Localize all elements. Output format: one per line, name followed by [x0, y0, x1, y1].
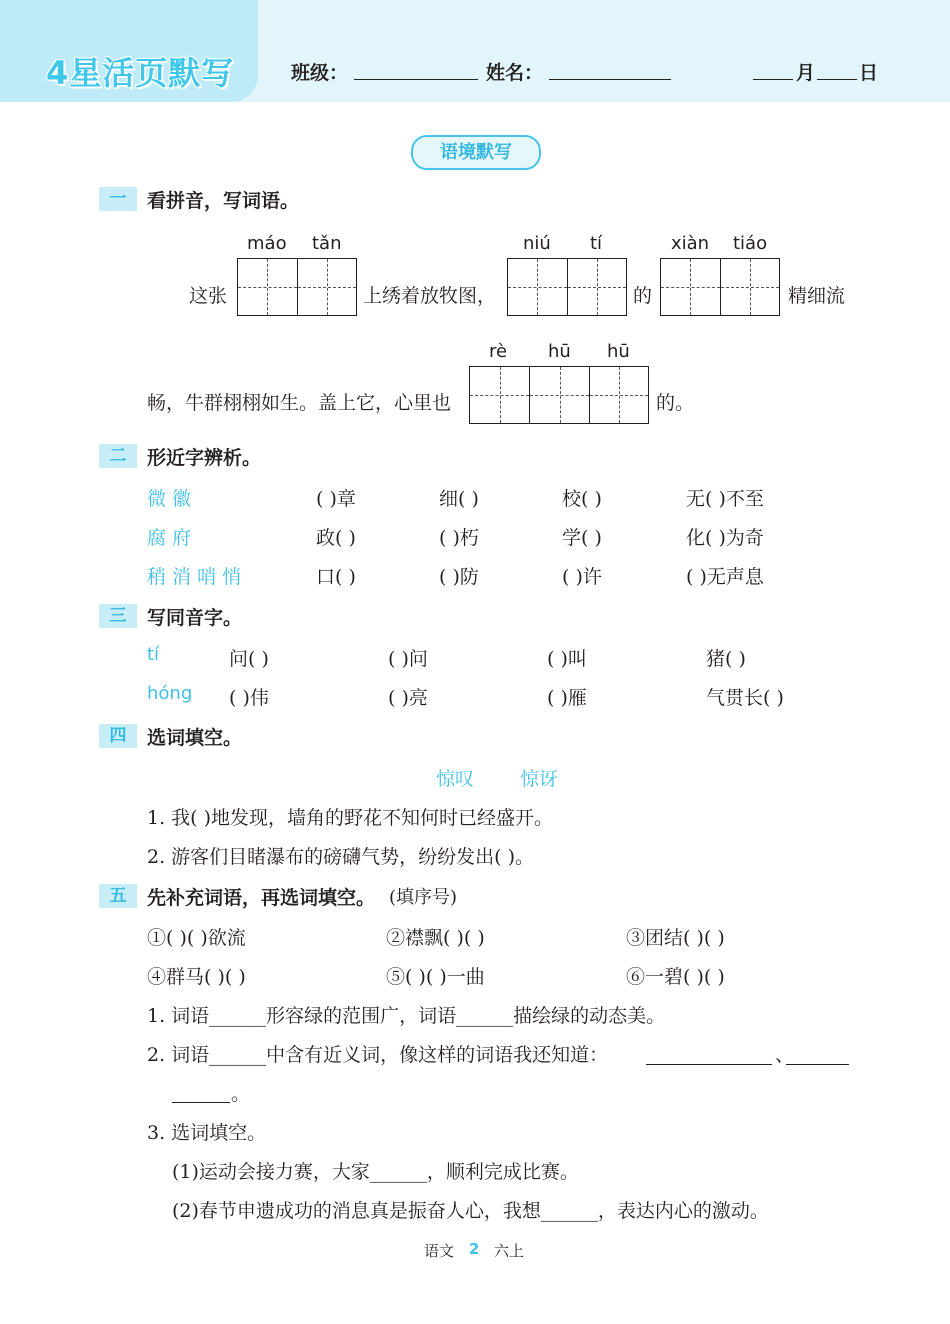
- fill-item: 化( )为奇: [686, 527, 764, 549]
- fill-item: ( )无声息: [686, 566, 764, 588]
- fill-item: ( )许: [562, 566, 602, 588]
- section-title-2: 形近字辨析。: [147, 447, 262, 469]
- fill-item: ( )防: [439, 566, 479, 588]
- homophone-pinyin-2: hóng: [147, 683, 193, 704]
- idiom-item: ①( )( )欲流: [147, 927, 246, 949]
- name-blank[interactable]: [549, 79, 671, 80]
- answer-blank[interactable]: [646, 1064, 772, 1065]
- s5-question-3b: (2)春节申遗成功的消息真是振奋人心，我想______，表达内心的激动。: [172, 1200, 769, 1222]
- s1-text-4: 精细流: [788, 285, 846, 307]
- s1-text-5: 畅，牛群栩栩如生。盖上它，心里也: [147, 392, 452, 414]
- s1-text-6: 的。: [656, 392, 695, 414]
- section-pill: 语境默写: [411, 135, 541, 170]
- word-choice-2: 惊讶: [520, 768, 559, 790]
- s5-question-3a: (1)运动会接力赛，大家______，顺利完成比赛。: [172, 1161, 579, 1183]
- fill-item: ( )问: [388, 648, 428, 670]
- idiom-item: ②襟飘( )( ): [386, 927, 485, 949]
- fill-item: 细( ): [439, 488, 479, 510]
- pinyin-8: hū: [548, 341, 571, 362]
- homophone-pinyin-1: tí: [147, 644, 160, 665]
- fill-item: 政( ): [316, 527, 356, 549]
- pinyin-1: máo: [247, 233, 287, 254]
- s1-text-2: 上绣着放牧图，: [363, 285, 497, 307]
- fill-item: 口( ): [316, 566, 356, 588]
- pinyin-2: tǎn: [312, 233, 342, 254]
- pinyin-4: tí: [590, 233, 603, 254]
- similar-chars-2: 腐 府: [147, 527, 192, 549]
- s5-question-1: 1. 词语______形容绿的范围广，词语______描绘绿的动态美。: [147, 1005, 666, 1027]
- section-badge-3: 三: [99, 604, 137, 628]
- fill-item: 问( ): [229, 648, 269, 670]
- class-blank[interactable]: [354, 79, 478, 80]
- fill-item: ( )伟: [229, 687, 269, 709]
- section-badge-1: 一: [99, 187, 137, 211]
- writing-grid-xiantiao[interactable]: [660, 258, 780, 316]
- month-blank[interactable]: [753, 79, 793, 80]
- pinyin-3: niú: [523, 233, 551, 254]
- fill-item: 猪( ): [706, 648, 746, 670]
- idiom-item: ⑥一碧( )( ): [626, 966, 725, 988]
- section-title-3: 写同音字。: [147, 607, 243, 629]
- idiom-item: ⑤( )( )一曲: [386, 966, 485, 988]
- fill-item: 校( ): [562, 488, 602, 510]
- name-label: 姓名：: [486, 62, 544, 84]
- brand-title: 4星活页默写: [46, 54, 235, 92]
- question-2: 2. 游客们目睹瀑布的磅礴气势，纷纷发出( )。: [147, 846, 535, 868]
- fill-item: 无( )不至: [686, 488, 764, 510]
- fill-item: ( )章: [316, 488, 356, 510]
- fill-item: 气贯长( ): [706, 687, 784, 709]
- section-badge-5: 五: [99, 884, 137, 908]
- word-choice-1: 惊叹: [436, 768, 475, 790]
- s1-text-3: 的: [633, 285, 653, 307]
- writing-grid-niuti[interactable]: [507, 258, 627, 316]
- separator: 、: [775, 1044, 795, 1066]
- fill-item: ( )雁: [547, 687, 587, 709]
- section-badge-2: 二: [99, 444, 137, 468]
- pinyin-5: xiàn: [671, 233, 710, 254]
- pinyin-9: hū: [607, 341, 630, 362]
- page-number: 2: [469, 1240, 480, 1258]
- month-label: 月: [796, 62, 816, 84]
- section-title-4: 选词填空。: [147, 727, 243, 749]
- section-badge-4: 四: [99, 724, 137, 748]
- idiom-item: ③团结( )( ): [626, 927, 725, 949]
- s5-question-3: 3. 选词填空。: [147, 1122, 267, 1144]
- section-title-5: 先补充词语，再选词填空。: [147, 887, 376, 909]
- similar-chars-3: 稍 消 哨 悄: [147, 566, 242, 588]
- fill-item: ( )朽: [439, 527, 479, 549]
- class-label: 班级：: [291, 62, 349, 84]
- writing-grid-rehuhu[interactable]: [469, 366, 649, 424]
- question-1: 1. 我( )地发现，墙角的野花不知何时已经盛开。: [147, 807, 554, 829]
- similar-chars-1: 微 徽: [147, 488, 192, 510]
- fill-item: ( )亮: [388, 687, 428, 709]
- answer-blank[interactable]: [172, 1102, 230, 1103]
- day-label: 日: [859, 62, 879, 84]
- footer-grade: 六上: [494, 1242, 525, 1260]
- idiom-item: ④群马( )( ): [147, 966, 246, 988]
- pinyin-6: tiáo: [733, 233, 768, 254]
- section-title-note-5: (填序号): [389, 887, 458, 908]
- answer-blank[interactable]: [786, 1064, 849, 1065]
- s1-text-1: 这张: [189, 285, 228, 307]
- footer-subject: 语文: [424, 1242, 455, 1260]
- writing-grid-maotan[interactable]: [237, 258, 357, 316]
- pinyin-7: rè: [489, 341, 508, 362]
- end-mark: 。: [231, 1083, 251, 1105]
- day-blank[interactable]: [817, 79, 857, 80]
- fill-item: 学( ): [562, 527, 602, 549]
- s5-question-2: 2. 词语______中含有近义词，像这样的词语我还知道：: [147, 1044, 609, 1066]
- fill-item: ( )叫: [547, 648, 587, 670]
- section-title-1: 看拼音，写词语。: [147, 190, 300, 212]
